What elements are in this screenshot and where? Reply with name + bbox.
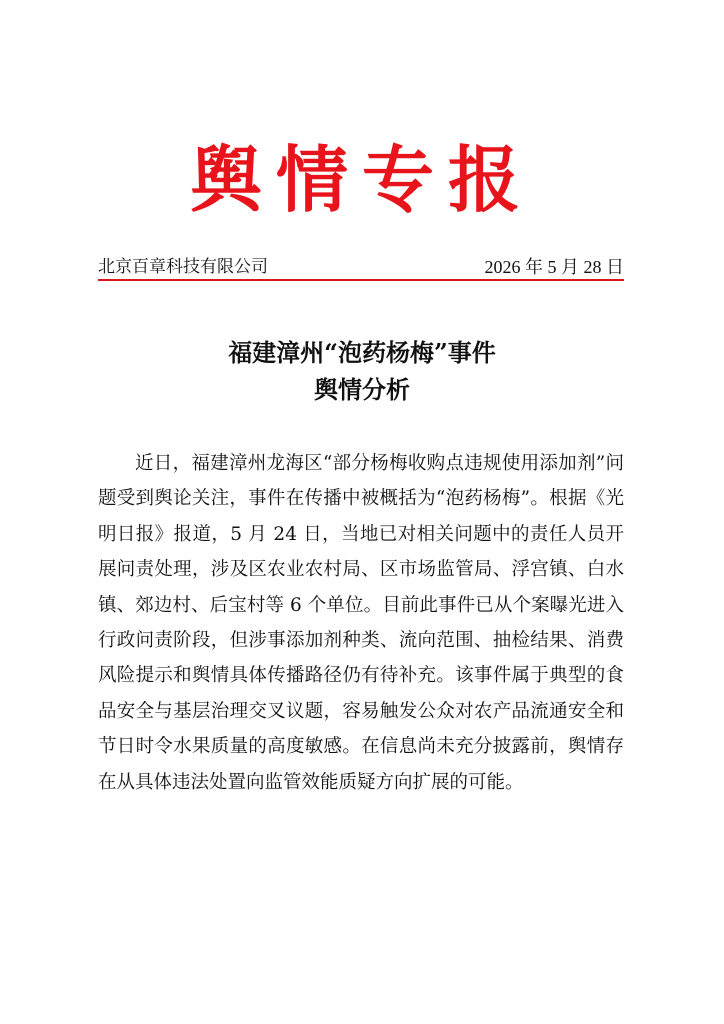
report-title-line2: 舆情分析: [314, 375, 410, 404]
report-title: [0, 334, 724, 408]
masthead-title: 舆情专报: [189, 137, 534, 222]
report-date: 2026 年 5 月 28 日: [484, 257, 624, 277]
report-title-line1: 福建漳州“泡药杨梅”事件: [228, 338, 496, 367]
report-body: 近日，福建漳州龙海区“部分杨梅收购点违规使用添加剂”问题受到舆论关注，事件在传播中被概括为“泡药杨梅”。根据《光明日报》报道，5 月 24 日，当地已对相关问题中的责任人员开展问责处理，涉及区农业农村局、区市场监管局、浮宫镇、白水镇、郊边村、后宝村等 6 个单位。目前此事件已从个案曝光进入行政问责阶段，但涉事添加剂种类、流向范围、抽检结果、消费风险提示和舆情具体传播路径仍有待补充。该事件属于典型的食品安全与基层治理交叉议题，容易触发公众对农产品流通安全和节日时令水果质量的高度敏感。在信息尚未充分披露前，舆情存在从具体违法处置向监管效能质疑方向扩展的可能。: [98, 453, 624, 793]
header-divider: [98, 279, 624, 281]
report-header: [98, 256, 624, 280]
organization-name: 北京百章科技有限公司: [98, 257, 268, 277]
